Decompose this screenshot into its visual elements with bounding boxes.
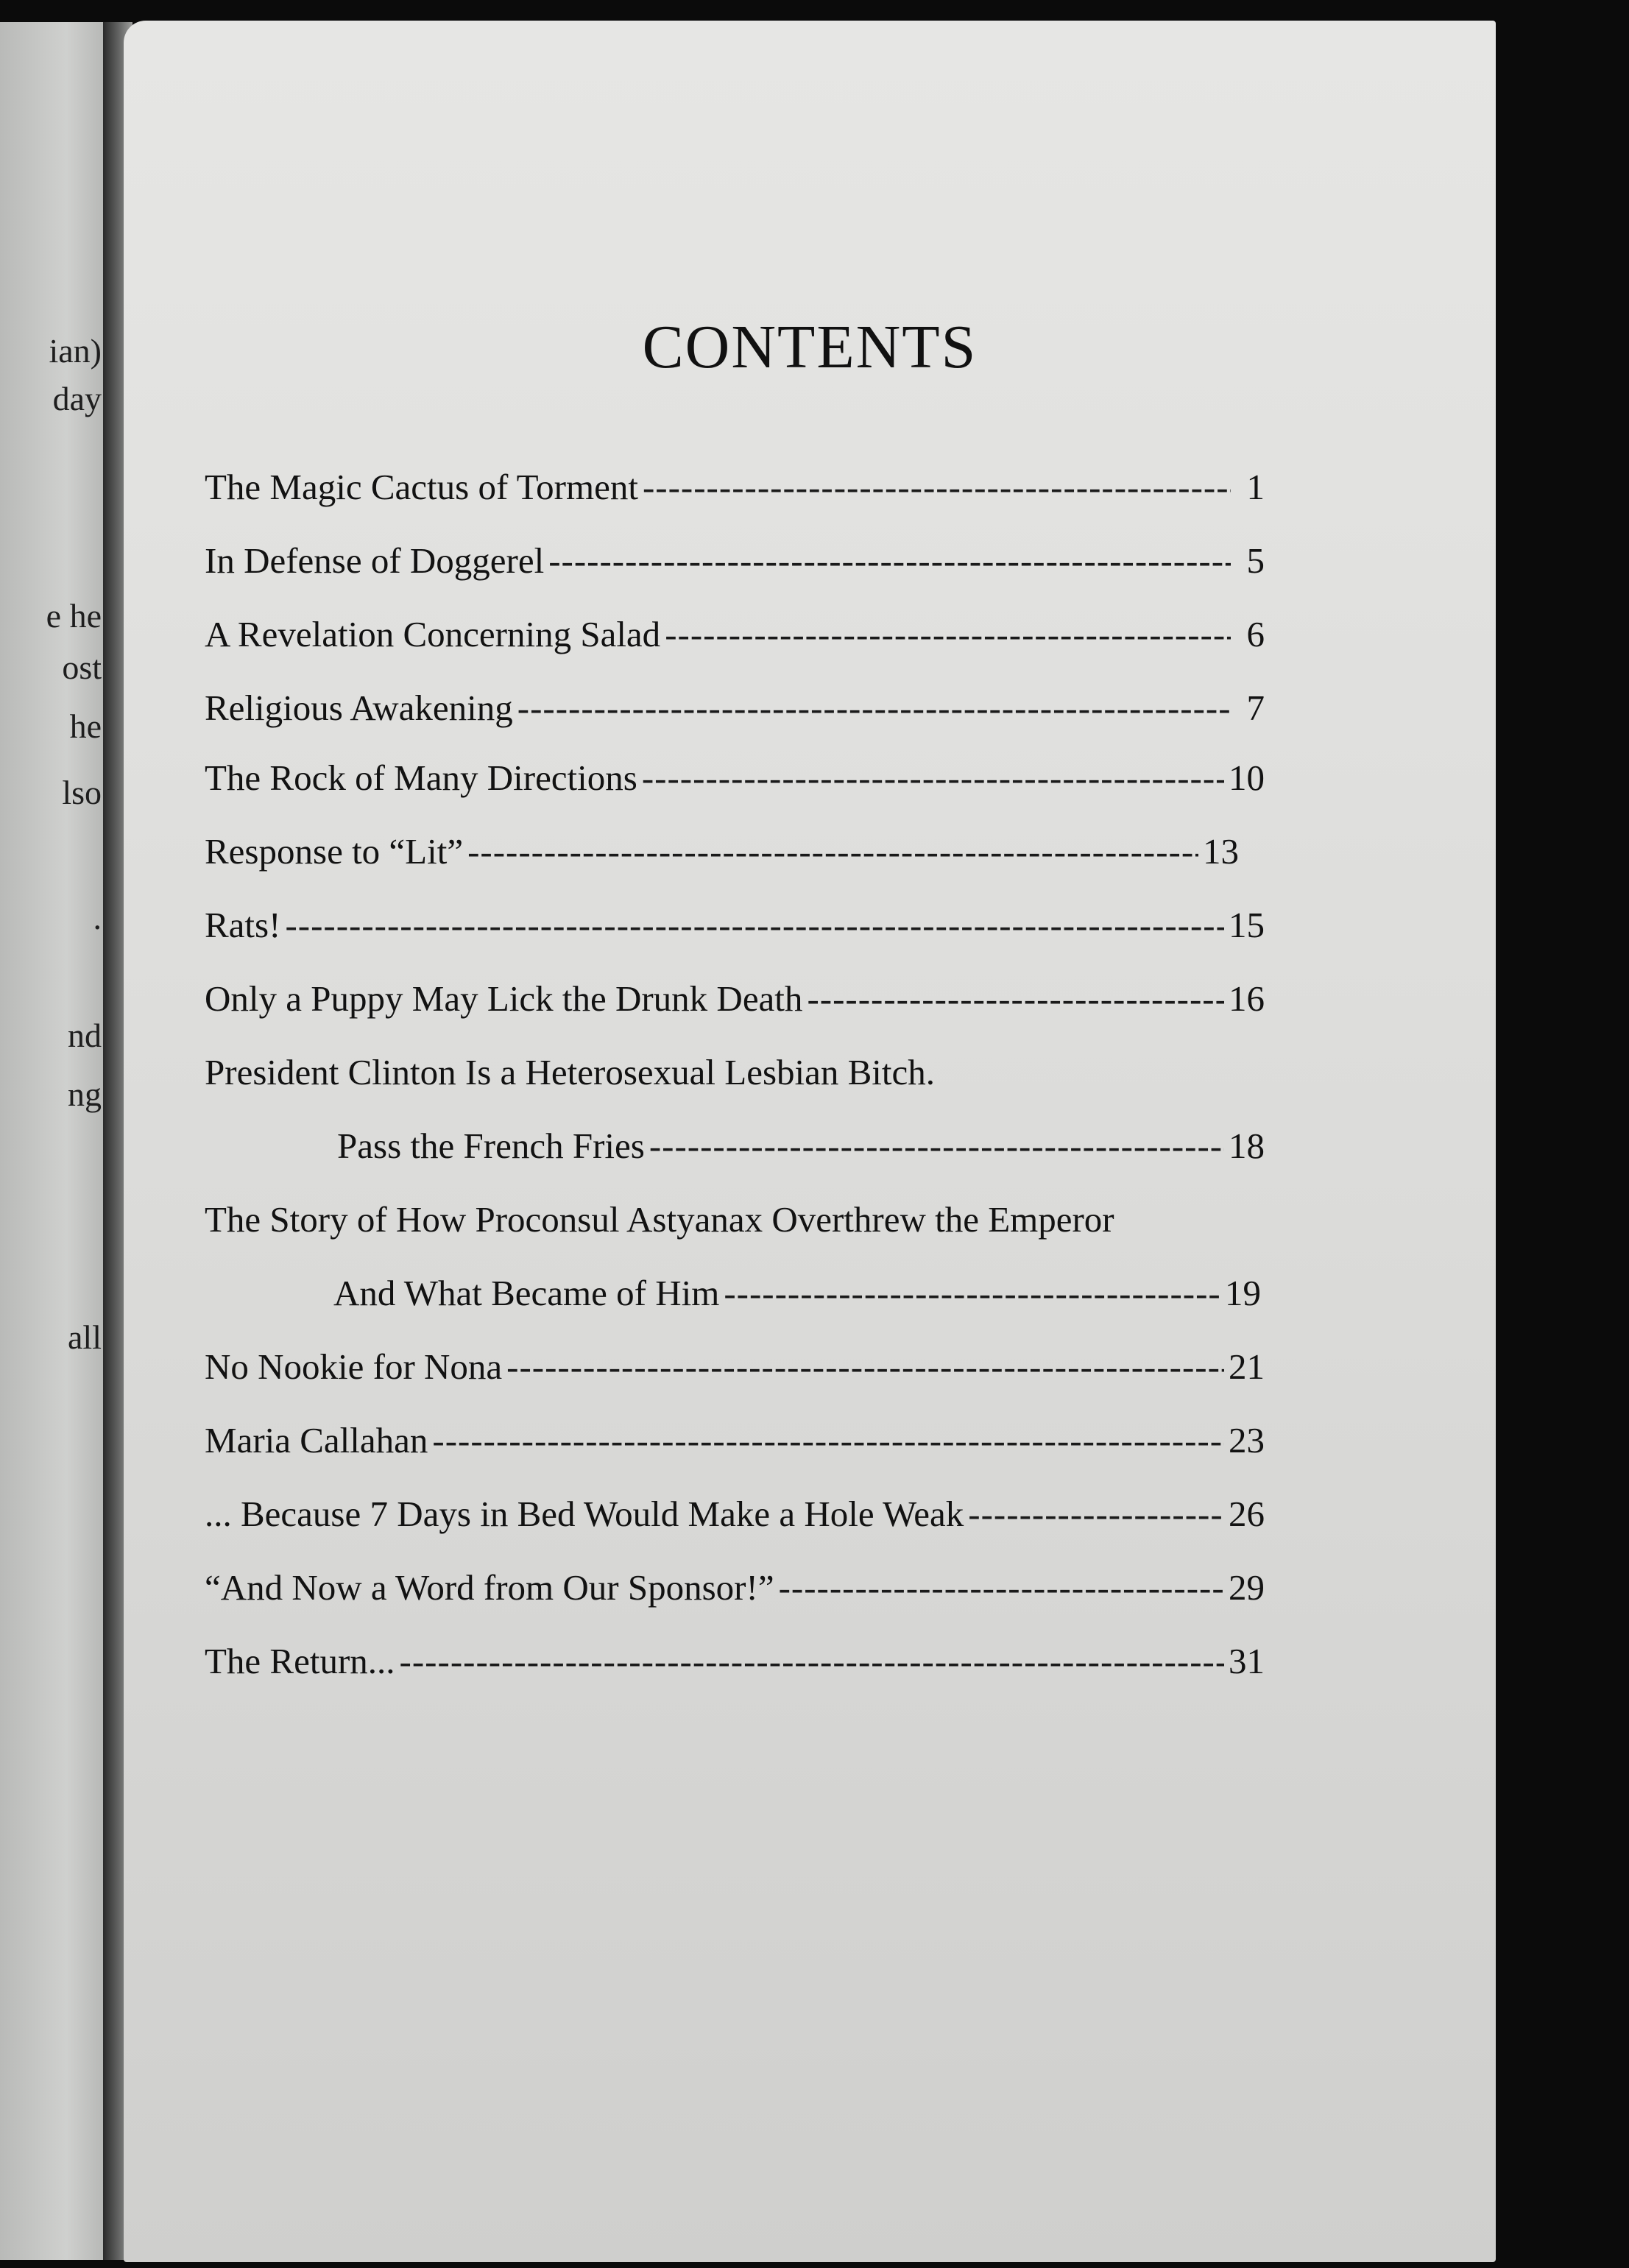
toc-entry — [205, 830, 1239, 872]
facing-page-text: lso — [62, 774, 102, 811]
toc-entry-page: 15 — [1229, 905, 1265, 945]
facing-page-text: nd — [68, 1017, 102, 1054]
dot-leader — [643, 466, 1231, 508]
toc-entry-title: Rats! — [205, 905, 281, 945]
dot-leader — [400, 1640, 1224, 1682]
toc-entry-page: 10 — [1229, 757, 1265, 798]
toc-entry-page: 31 — [1229, 1641, 1265, 1681]
toc-entry — [205, 904, 1265, 946]
dot-leader — [548, 540, 1231, 582]
dot-leader — [779, 1566, 1224, 1608]
dot-leader — [968, 1493, 1224, 1535]
toc-entry-title: The Magic Cactus of Torment — [205, 467, 638, 507]
toc-entry — [205, 757, 1265, 799]
toc-entry-title: Only a Puppy May Lick the Drunk Death — [205, 978, 803, 1019]
toc-entry-title: A Revelation Concerning Salad — [205, 614, 661, 654]
dot-leader — [517, 687, 1231, 729]
toc-entry-page: 1 — [1246, 467, 1265, 507]
toc-entry-page: 18 — [1229, 1126, 1265, 1166]
dot-leader — [285, 904, 1224, 946]
toc-entry — [337, 1125, 1265, 1167]
contents-page — [124, 21, 1496, 2262]
toc-entry-page: 26 — [1229, 1494, 1265, 1534]
dot-leader — [724, 1272, 1220, 1314]
toc-entry-title: The Rock of Many Directions — [205, 757, 637, 798]
dot-leader — [665, 613, 1231, 655]
facing-page-text: he — [69, 707, 102, 745]
dot-leader — [642, 757, 1224, 799]
dot-leader — [506, 1346, 1224, 1388]
toc-entry — [205, 466, 1265, 508]
dot-leader — [467, 830, 1198, 872]
toc-entry-page: 23 — [1229, 1420, 1265, 1460]
toc-entry — [205, 1566, 1265, 1608]
toc-entry — [205, 540, 1265, 582]
facing-page-text: ian) — [49, 332, 102, 370]
toc-entry — [205, 1419, 1265, 1461]
toc-entry — [205, 1346, 1265, 1388]
toc-entry-page: 7 — [1246, 688, 1265, 728]
toc-entry-title: “And Now a Word from Our Sponsor!” — [205, 1567, 774, 1608]
toc-entry-title: No Nookie for Nona — [205, 1346, 503, 1387]
toc-entry — [205, 687, 1265, 729]
toc-entry-page: 19 — [1225, 1273, 1261, 1313]
toc-entry-page: 16 — [1229, 978, 1265, 1019]
toc-entry-title: The Return... — [205, 1641, 395, 1681]
facing-page-text: all — [68, 1318, 102, 1356]
toc-entry-page: 5 — [1246, 540, 1265, 581]
toc-entry — [205, 1640, 1265, 1682]
toc-entry-title: In Defense of Doggerel — [205, 540, 545, 581]
toc-entry-page: 13 — [1203, 831, 1239, 872]
dot-leader — [649, 1125, 1224, 1167]
toc-entry-title: ... Because 7 Days in Bed Would Make a Hole Weak — [205, 1494, 964, 1534]
facing-page-text: e he — [46, 597, 102, 635]
toc-entry-title: Response to “Lit” — [205, 831, 464, 872]
facing-page-text: ost — [62, 649, 102, 686]
facing-page-text: day — [52, 380, 102, 417]
toc-entry-page: 21 — [1229, 1346, 1265, 1387]
facing-page-text: ng — [68, 1075, 102, 1113]
toc-entry — [205, 978, 1265, 1020]
toc-entry — [205, 1493, 1265, 1535]
toc-entry-continuation: And What Became of Him — [333, 1273, 720, 1313]
toc-entry-title: The Story of How Proconsul Astyanax Overthrew the Emperor — [205, 1199, 1114, 1240]
toc-entry-continuation: Pass the French Fries — [337, 1126, 645, 1166]
toc-entry-title: President Clinton Is a Heterosexual Lesbian Bitch. — [205, 1052, 936, 1092]
toc-entry-title: Maria Callahan — [205, 1420, 428, 1460]
toc-entry-page: 6 — [1246, 614, 1265, 654]
page-title: CONTENTS — [642, 313, 978, 381]
facing-page — [0, 22, 110, 2260]
toc-entry-title: Religious Awakening — [205, 688, 513, 728]
facing-page-text: . — [93, 899, 102, 936]
toc-entry-page: 29 — [1229, 1567, 1265, 1608]
dot-leader — [807, 978, 1224, 1020]
dot-leader — [432, 1419, 1224, 1461]
toc-entry — [333, 1272, 1261, 1314]
toc-entry — [205, 613, 1265, 655]
